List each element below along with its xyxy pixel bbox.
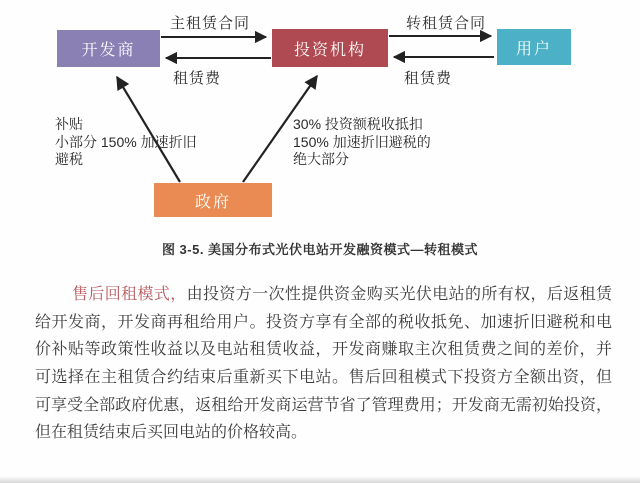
body-line-1-rest: 由投资方一次性提供资金购买光伏电站的所有权，后返租赁 [186,286,612,303]
body-lead-red: 售后回租模式， [72,286,187,303]
lease-fee-right-label: 租赁费 [404,70,453,87]
lease-fee-left-label: 租赁费 [173,70,222,87]
government-box [154,183,272,217]
body-line-6: 但在租赁结束后买回电站的价格较高。 [35,424,308,442]
tax-line-2: 150% 加速折旧避税的 [293,133,431,150]
body-line-1 [35,281,612,309]
financing-model-diagram [0,0,640,235]
tax-line-1: 30% 投资额税收抵扣 [293,116,423,132]
body-line-3: 价补贴等政策性收益以及电站租赁收益，开发商赚取主次租赁费之间的差价，并 [35,341,612,359]
tax-line-3: 绝大部分 [293,151,349,167]
subsidy-annotation [55,116,197,169]
investor-box [272,29,388,67]
main-lease-contract-label: 主租赁合同 [170,15,251,32]
subsidy-line-3: 避税 [55,151,83,167]
body-paragraph [35,281,612,447]
body-line-2: 给开发商，开发商再租给用户。投资方享有全部的税收抵免、加速折旧避税和电 [35,313,612,331]
figure-caption: 图 3-5. 美国分布式光伏电站开发融资模式—转租模式 [161,242,479,257]
developer-label: 开发商 [81,42,136,59]
developer-box [57,30,160,67]
user-label: 用户 [515,40,552,58]
body-line-4: 可选择在主租赁合约结束后重新买下电站。售后回租模式下投资方全额出资，但 [35,369,612,387]
subsidy-line-1: 补贴 [55,116,83,132]
tax-credit-annotation [293,116,431,169]
subsidy-line-2: 小部分 150% 加速折旧 [55,133,197,150]
page-bottom-shadow [0,476,640,483]
user-box [497,29,571,65]
government-label: 政府 [194,193,231,211]
sublease-contract-label: 转租赁合同 [406,15,487,32]
body-line-5: 可享受全部政府优惠，返租给开发商运营节省了管理费用；开发商无需初始投资， [35,396,612,414]
investor-label: 投资机构 [293,41,366,59]
